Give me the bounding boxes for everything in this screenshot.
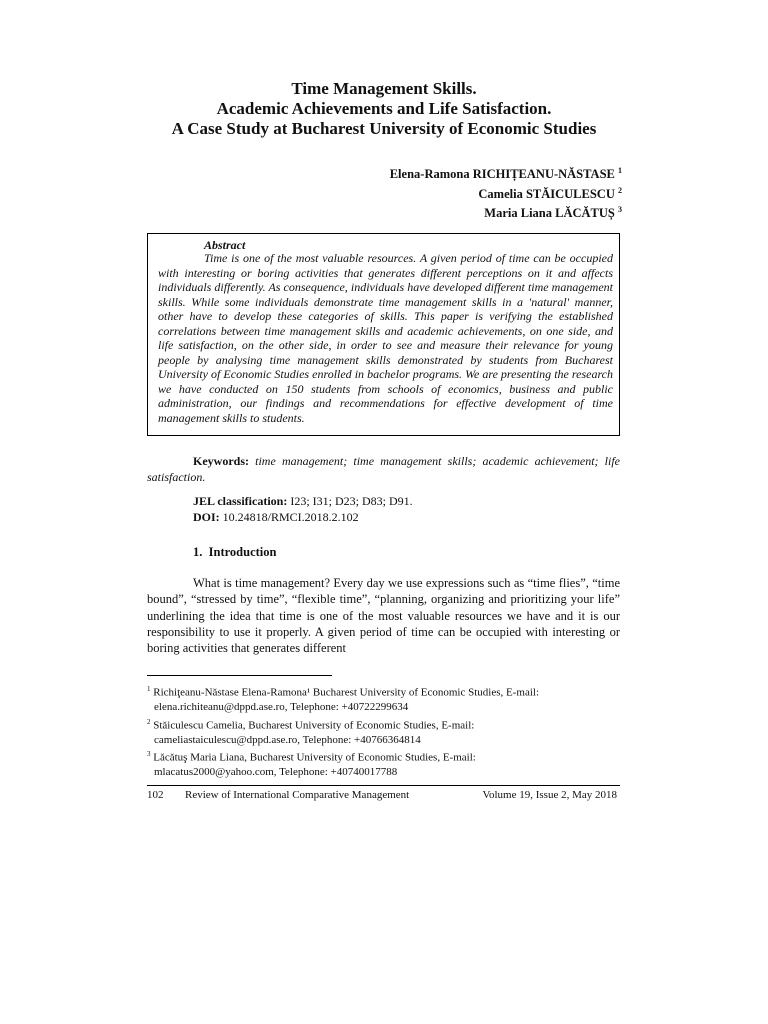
introduction-paragraph: What is time management? Every day we use expressions such as “time flies”, “time bound”, “stressed by time”, “flexible time”, “planning, organizing and prioritizing your life” underlining the idea that time is one of the most valuable resources we have and it is our responsibility to use it properly. A given period of time can be occupied with interesting or boring activities that generates different	[147, 576, 620, 656]
title-line-1: Time Management Skills.	[291, 79, 477, 98]
keywords	[147, 453, 620, 485]
title-line-3: A Case Study at Bucharest University of Economic Studies	[171, 119, 597, 138]
footnote-1: $^1$ Richiţeanu-Năstase Elena-Ramona¹ Bucharest University of Economic Studies, E-mail: elena.richiteanu@dppd.ase.ro, Telephone: +40722299634	[147, 685, 539, 714]
paper-title	[0, 79, 768, 139]
abstract-heading: Abstract	[204, 238, 246, 252]
journal-name: Review of International Comparative Management	[185, 789, 410, 801]
classification-block	[193, 493, 413, 525]
author-2: Camelia STĂICULESCU $^2$	[478, 185, 622, 201]
author-3: Maria Liana LĂCĂTUȘ $^3$	[484, 205, 622, 221]
author-1: Elena-Ramona RICHIȚEANU-NĂSTASE $^1$	[389, 166, 622, 182]
section-heading-introduction: 1. Introduction	[193, 545, 277, 559]
volume-info: Volume 19, Issue 2, May 2018	[482, 789, 617, 801]
doi: DOI: 10.24818/RMCI.2018.2.102	[193, 510, 359, 524]
footnote-3: $^3$ Lăcătuş Maria Liana, Bucharest University of Economic Studies, E-mail: mlacatus2000@yahoo.com, Telephone: +40740017788	[147, 750, 476, 779]
title-line-2: Academic Achievements and Life Satisfaction.	[216, 99, 552, 118]
footnotes	[147, 682, 620, 780]
page-number: 102	[147, 789, 164, 801]
footer-divider	[147, 785, 620, 786]
author-list	[390, 163, 622, 222]
footnote-divider	[147, 675, 332, 676]
footnote-2: $^2$ Stăiculescu Camelia, Bucharest University of Economic Studies, E-mail: cameliastaiculescu@dppd.ase.ro, Telephone: +40766364814	[147, 717, 475, 746]
abstract-text: Time is one of the most valuable resources. A given period of time can be occupied with interesting or boring activities that generates different perceptions on it and affects individuals differently. As consequence, individuals have developed different time management skills. While some individuals demonstrate time management skills in a 'natural' manner, other have to develop these categories of skills. This paper is verifying the established correlations between time management skills and academic achievements, on one side, and life satisfaction, on the other side, in order to see and measure their relevance for young people by analysing time management skills demonstrated by students from Bucharest University of Economic Studies enrolled in bachelor programs. We are presenting the research we have conducted on 150 students from schools of economics, business and public administration, our findings and recommendations for effective development of time management skills to students.	[158, 251, 613, 425]
keywords-label: Keywords:	[193, 454, 249, 468]
jel-classification: JEL classification: I23; I31; D23; D83; D91.	[193, 494, 413, 508]
abstract-box	[147, 233, 620, 436]
keywords-text: time management; time management skills; academic achievement; life satisfaction.	[147, 454, 620, 484]
